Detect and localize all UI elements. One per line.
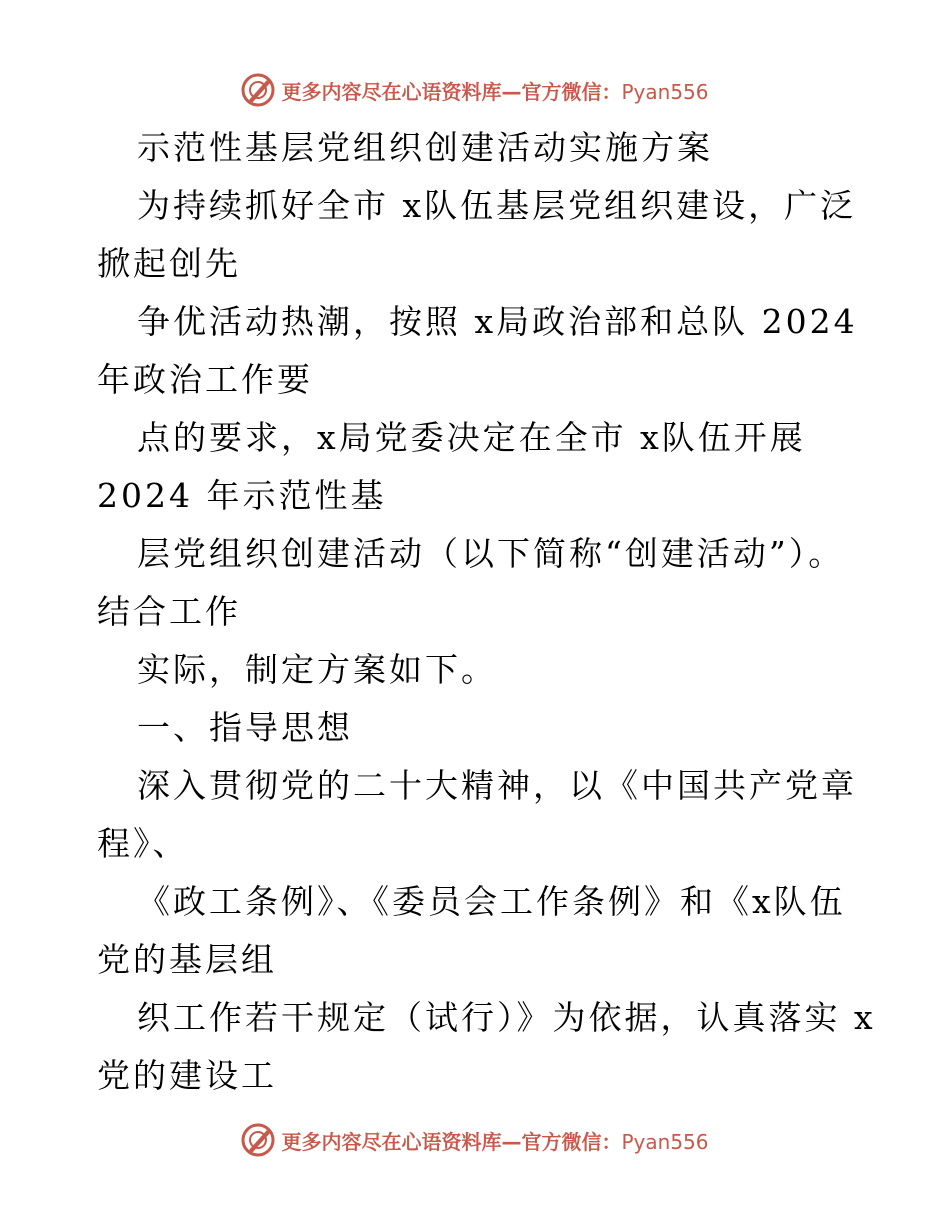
section-heading: 一、指导思想 [137,708,353,747]
pen-logo-icon [241,73,275,107]
paragraph-line: 争优活动热潮，按照 x局政治部和总队 2024 [137,302,858,341]
paragraph-line: 为持续抓好全市 x队伍基层党组织建设，广泛 [137,186,857,225]
pen-logo-icon [241,1123,275,1157]
paragraph-line: 深入贯彻党的二十大精神，以《中国共产党章 [137,766,857,805]
watermark-text: 更多内容尽在心语资料库—官方微信：Pyan556 [281,79,709,104]
paragraph-line: 实际，制定方案如下。 [137,650,497,689]
doc-title: 示范性基层党组织创建活动实施方案 [137,128,713,167]
paragraph-line: 2024 年示范性基 [97,476,387,515]
paragraph-line: 点的要求，x局党委决定在全市 x队伍开展 [137,418,806,457]
header-watermark [0,70,950,110]
paragraph-line: 程》、 [97,824,189,863]
paragraph-line: 《政工条例》、《委员会工作条例》和《x队伍 [137,882,846,921]
footer-watermark [0,1120,950,1160]
paragraph-line: 层党组织创建活动（以下简称“创建活动”）。 [137,534,845,573]
paragraph-line: 党的基层组 [97,940,277,979]
paragraph-line: 掀起创先 [97,244,241,283]
paragraph-line: 党的建设工 [97,1056,277,1095]
paragraph-line: 年政治工作要 [97,360,313,399]
paragraph-line: 结合工作 [97,592,241,631]
watermark-text: 更多内容尽在心语资料库—官方微信：Pyan556 [281,1129,709,1154]
paragraph-line: 织工作若干规定（试行）》为依据，认真落实 x [137,998,876,1037]
